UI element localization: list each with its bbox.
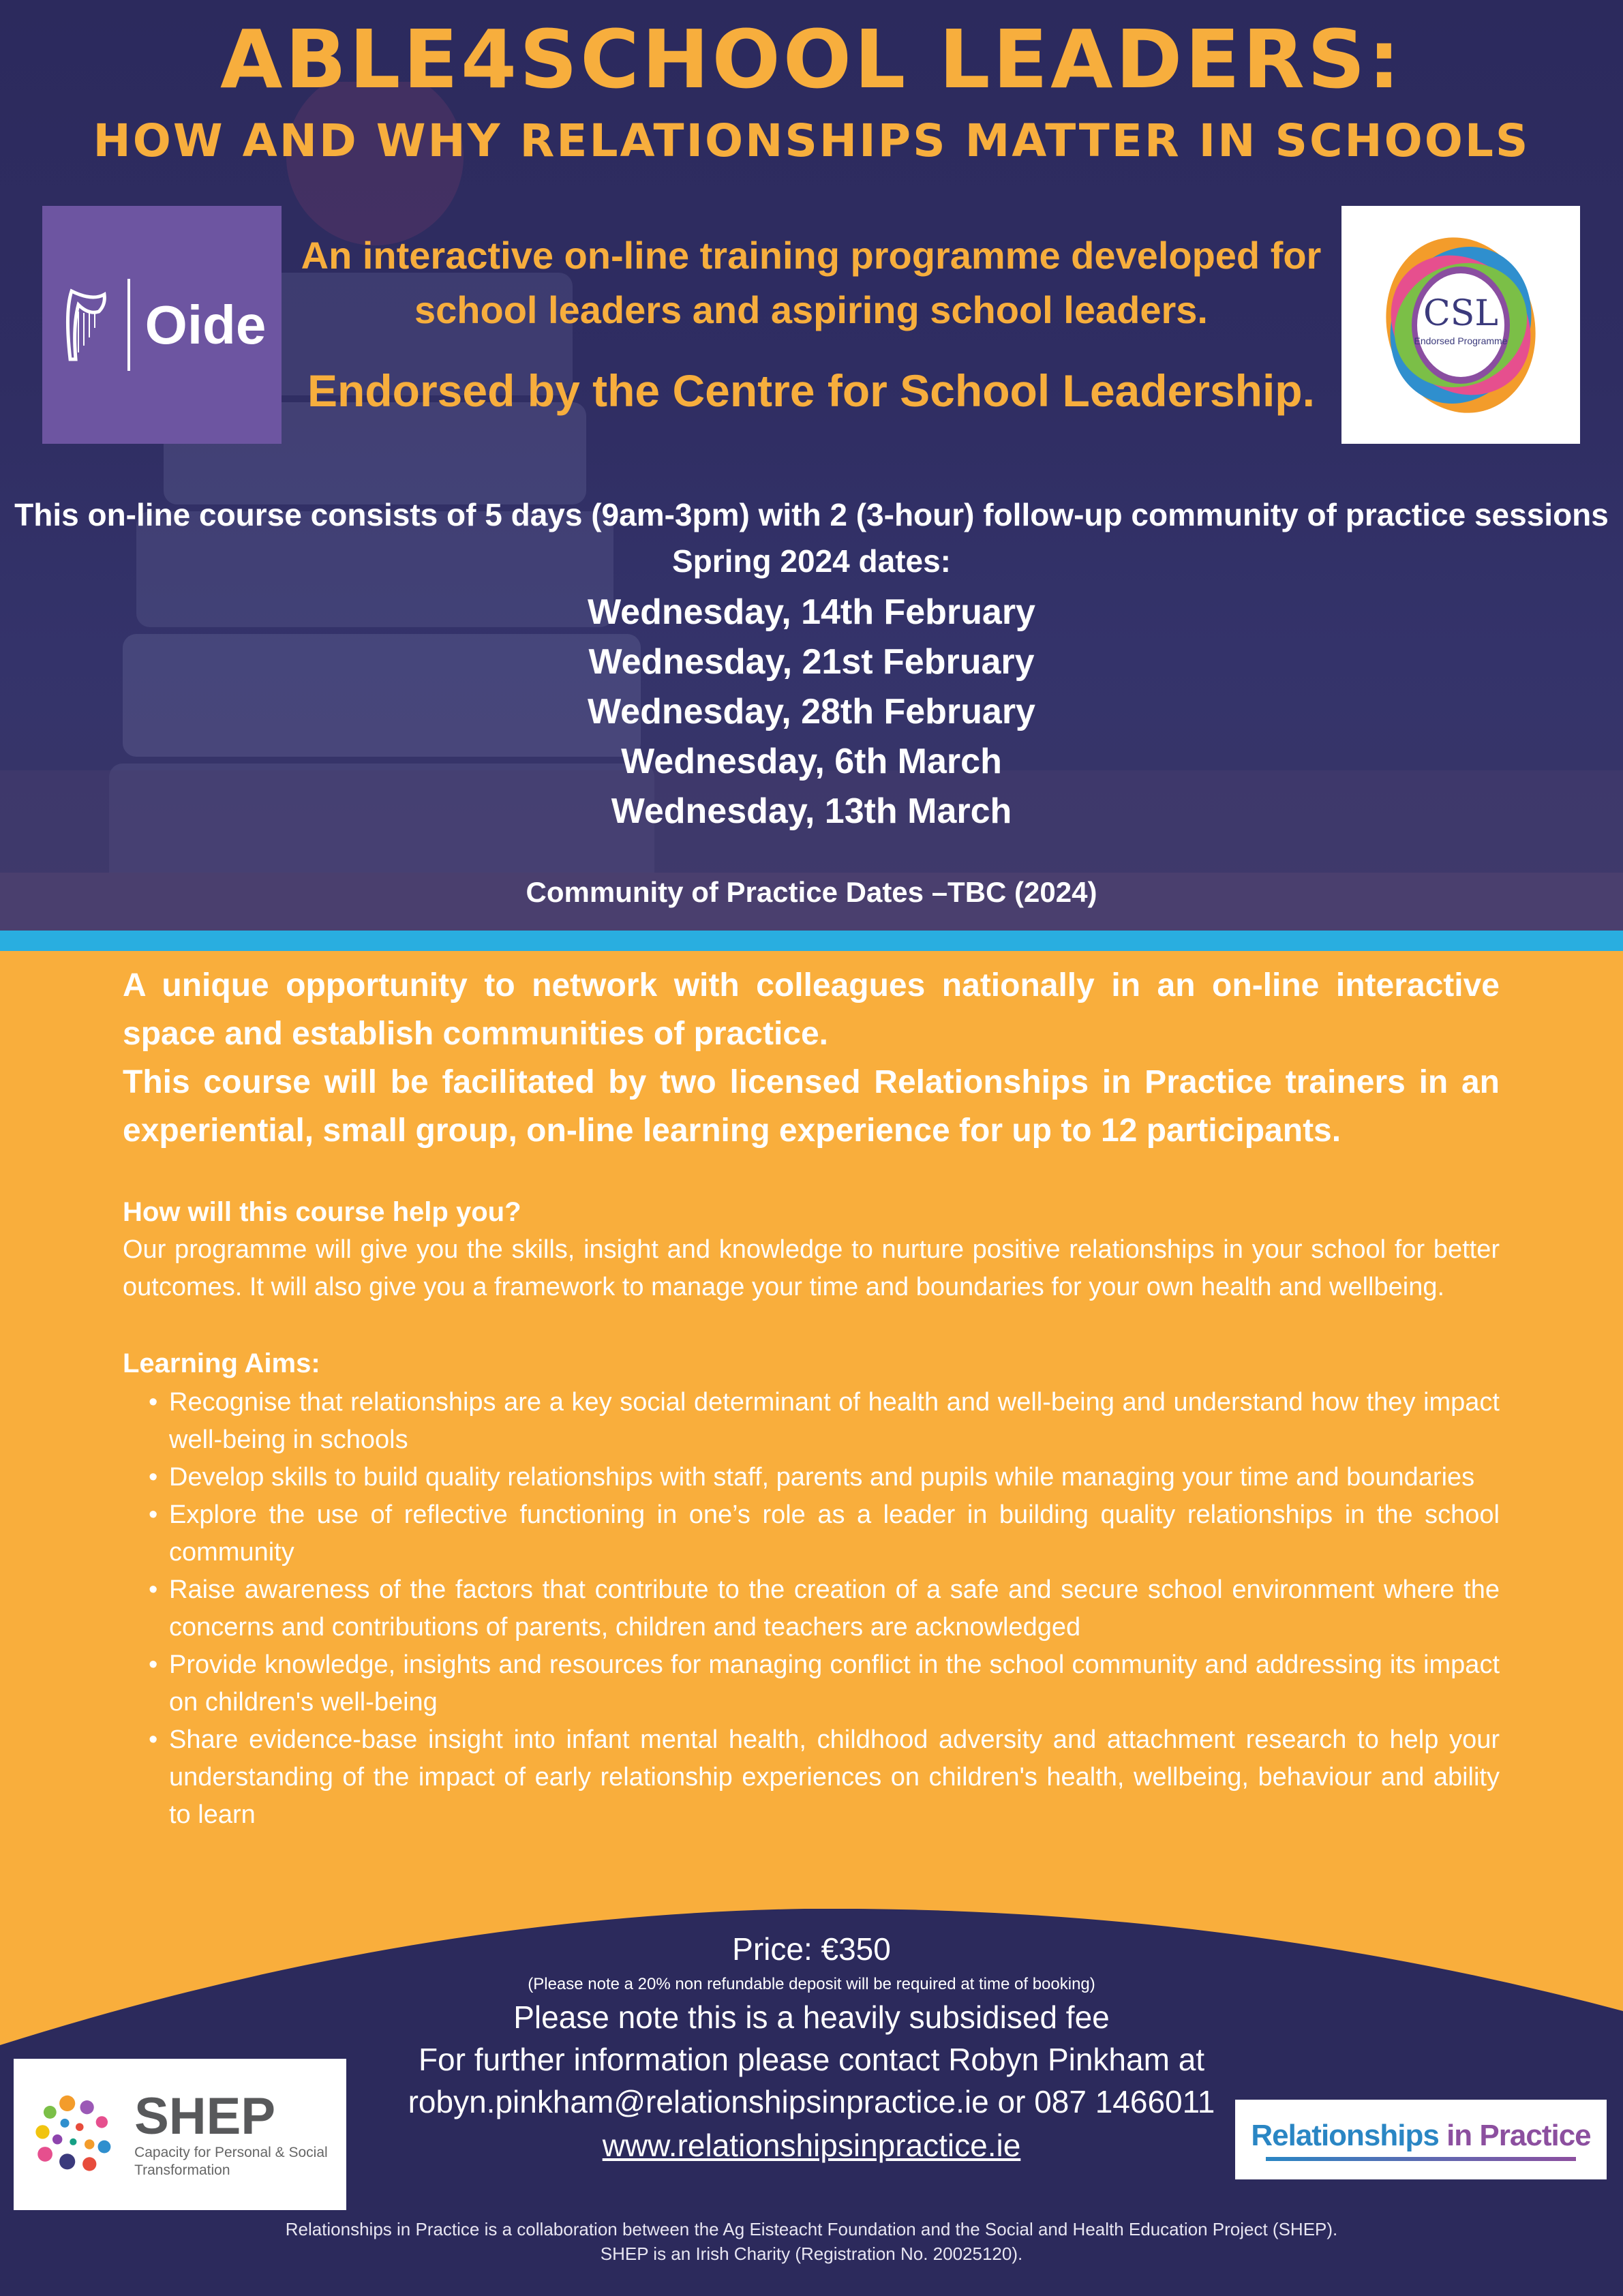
csl-text: CSL <box>1423 292 1498 334</box>
oide-logo <box>42 206 282 444</box>
aim-item: • Recognise that relationships are a key social determinant of health and well-being and understand how they impact well-being in schools <box>123 1384 1500 1459</box>
relationships-in-practice-logo <box>1235 2100 1607 2179</box>
shep-tagline: Capacity for Personal & Social Transformation <box>134 2145 328 2178</box>
aim-item: • Explore the use of reflective functioning in one’s role as a leader in building quality relationships in the school community <box>123 1496 1500 1571</box>
community-dates: Community of Practice Dates –TBC (2024) <box>526 876 1097 908</box>
credits <box>0 2217 1623 2266</box>
credit-line: Relationships in Practice is a collaboration between the Ag Eisteacht Foundation and the Social and Health Education Project (SHEP). <box>285 2219 1338 2239</box>
oide-wordmark: Oide <box>145 294 267 355</box>
date-item: Wednesday, 13th March <box>611 791 1012 831</box>
intro-text: An interactive on-line training programme developed for school leaders and aspiring school leaders. <box>301 234 1322 331</box>
lead-section <box>123 961 1500 1155</box>
dates-heading: Spring 2024 dates: <box>671 543 952 579</box>
page-title: ABLE4SCHOOL LEADERS: <box>219 12 1404 106</box>
harp-icon <box>58 284 112 366</box>
lead-paragraph: A unique opportunity to network with colleagues nationally in an on-line interactive space and establish communities of practice. <box>123 967 1500 1052</box>
email-phone: robyn.pinkham@relationshipsinpractice.ie or 087 1466011 <box>408 2084 1215 2119</box>
csl-badge-icon <box>1379 230 1543 421</box>
aim-item: • Develop skills to build quality relationships with staff, parents and pupils while managing your time and boundaries <box>123 1459 1500 1496</box>
shep-text <box>134 2089 346 2179</box>
subsidised-note: Please note this is a heavily subsidised fee <box>513 1999 1110 2035</box>
date-item: Wednesday, 28th February <box>588 692 1035 731</box>
date-item: Wednesday, 14th February <box>588 592 1035 632</box>
shep-wordmark: SHEP <box>134 2087 276 2145</box>
help-heading: How will this course help you? <box>123 1197 521 1227</box>
credit-line: SHEP is an Irish Charity (Registration No. 20025120). <box>600 2244 1023 2264</box>
shep-logo <box>14 2059 346 2210</box>
blue-divider-stripe <box>0 931 1623 951</box>
help-paragraph: Our programme will give you the skills, insight and knowledge to nurture positive relationships in your school for better outcomes. It will also give you a framework to manage your time and boundaries for your own health and wellbeing. <box>123 1235 1500 1301</box>
deposit-note: (Please note a 20% non refundable deposit will be required at time of booking) <box>528 1975 1095 1993</box>
date-item: Wednesday, 6th March <box>621 742 1002 781</box>
oide-divider <box>127 279 130 371</box>
dates-list <box>0 588 1623 836</box>
svg-text:Endorsed Programme <box>1414 335 1508 346</box>
main-content <box>123 961 1500 1834</box>
date-item: Wednesday, 21st February <box>588 642 1035 682</box>
rip-underline <box>1266 2157 1576 2161</box>
aims-heading: Learning Aims: <box>123 1348 320 1378</box>
aim-item: • Share evidence-base insight into infant mental health, childhood adversity and attachment research to help your understanding of the impact of early relationship experiences on children's health, wellbeing, behaviour and ability to learn <box>123 1721 1500 1834</box>
aims-list <box>123 1384 1500 1834</box>
endorsement-text: Endorsed by the Centre for School Leadership. <box>307 365 1315 416</box>
website-link[interactable]: www.relationshipsinpractice.ie <box>602 2128 1021 2163</box>
aim-item: • Raise awareness of the factors that contribute to the creation of a safe and secure school environment where the concerns and contributions of parents, children and teachers are acknowledged <box>123 1571 1500 1646</box>
rip-wordmark: Relationships in Practice <box>1251 2118 1591 2152</box>
contact-line: For further information please contact Robyn Pinkham at <box>418 2042 1205 2077</box>
page-subtitle: HOW AND WHY RELATIONSHIPS MATTER IN SCHOOLS <box>93 115 1530 167</box>
course-summary: This on-line course consists of 5 days (9am-3pm) with 2 (3-hour) follow-up community of practice sessions <box>14 497 1609 532</box>
shep-dots-icon <box>33 2076 117 2192</box>
csl-sub-text: Endorsed Programme <box>1414 335 1508 346</box>
csl-endorsed-logo <box>1341 206 1580 444</box>
lead-paragraph: This course will be facilitated by two licensed Relationships in Practice trainers in an experiential, small group, on-line learning experience for up to 12 participants. <box>123 1064 1500 1149</box>
price: Price: €350 <box>732 1931 891 1967</box>
aim-item: • Provide knowledge, insights and resources for managing conflict in the school community and addressing its impact on children's well-being <box>123 1646 1500 1721</box>
